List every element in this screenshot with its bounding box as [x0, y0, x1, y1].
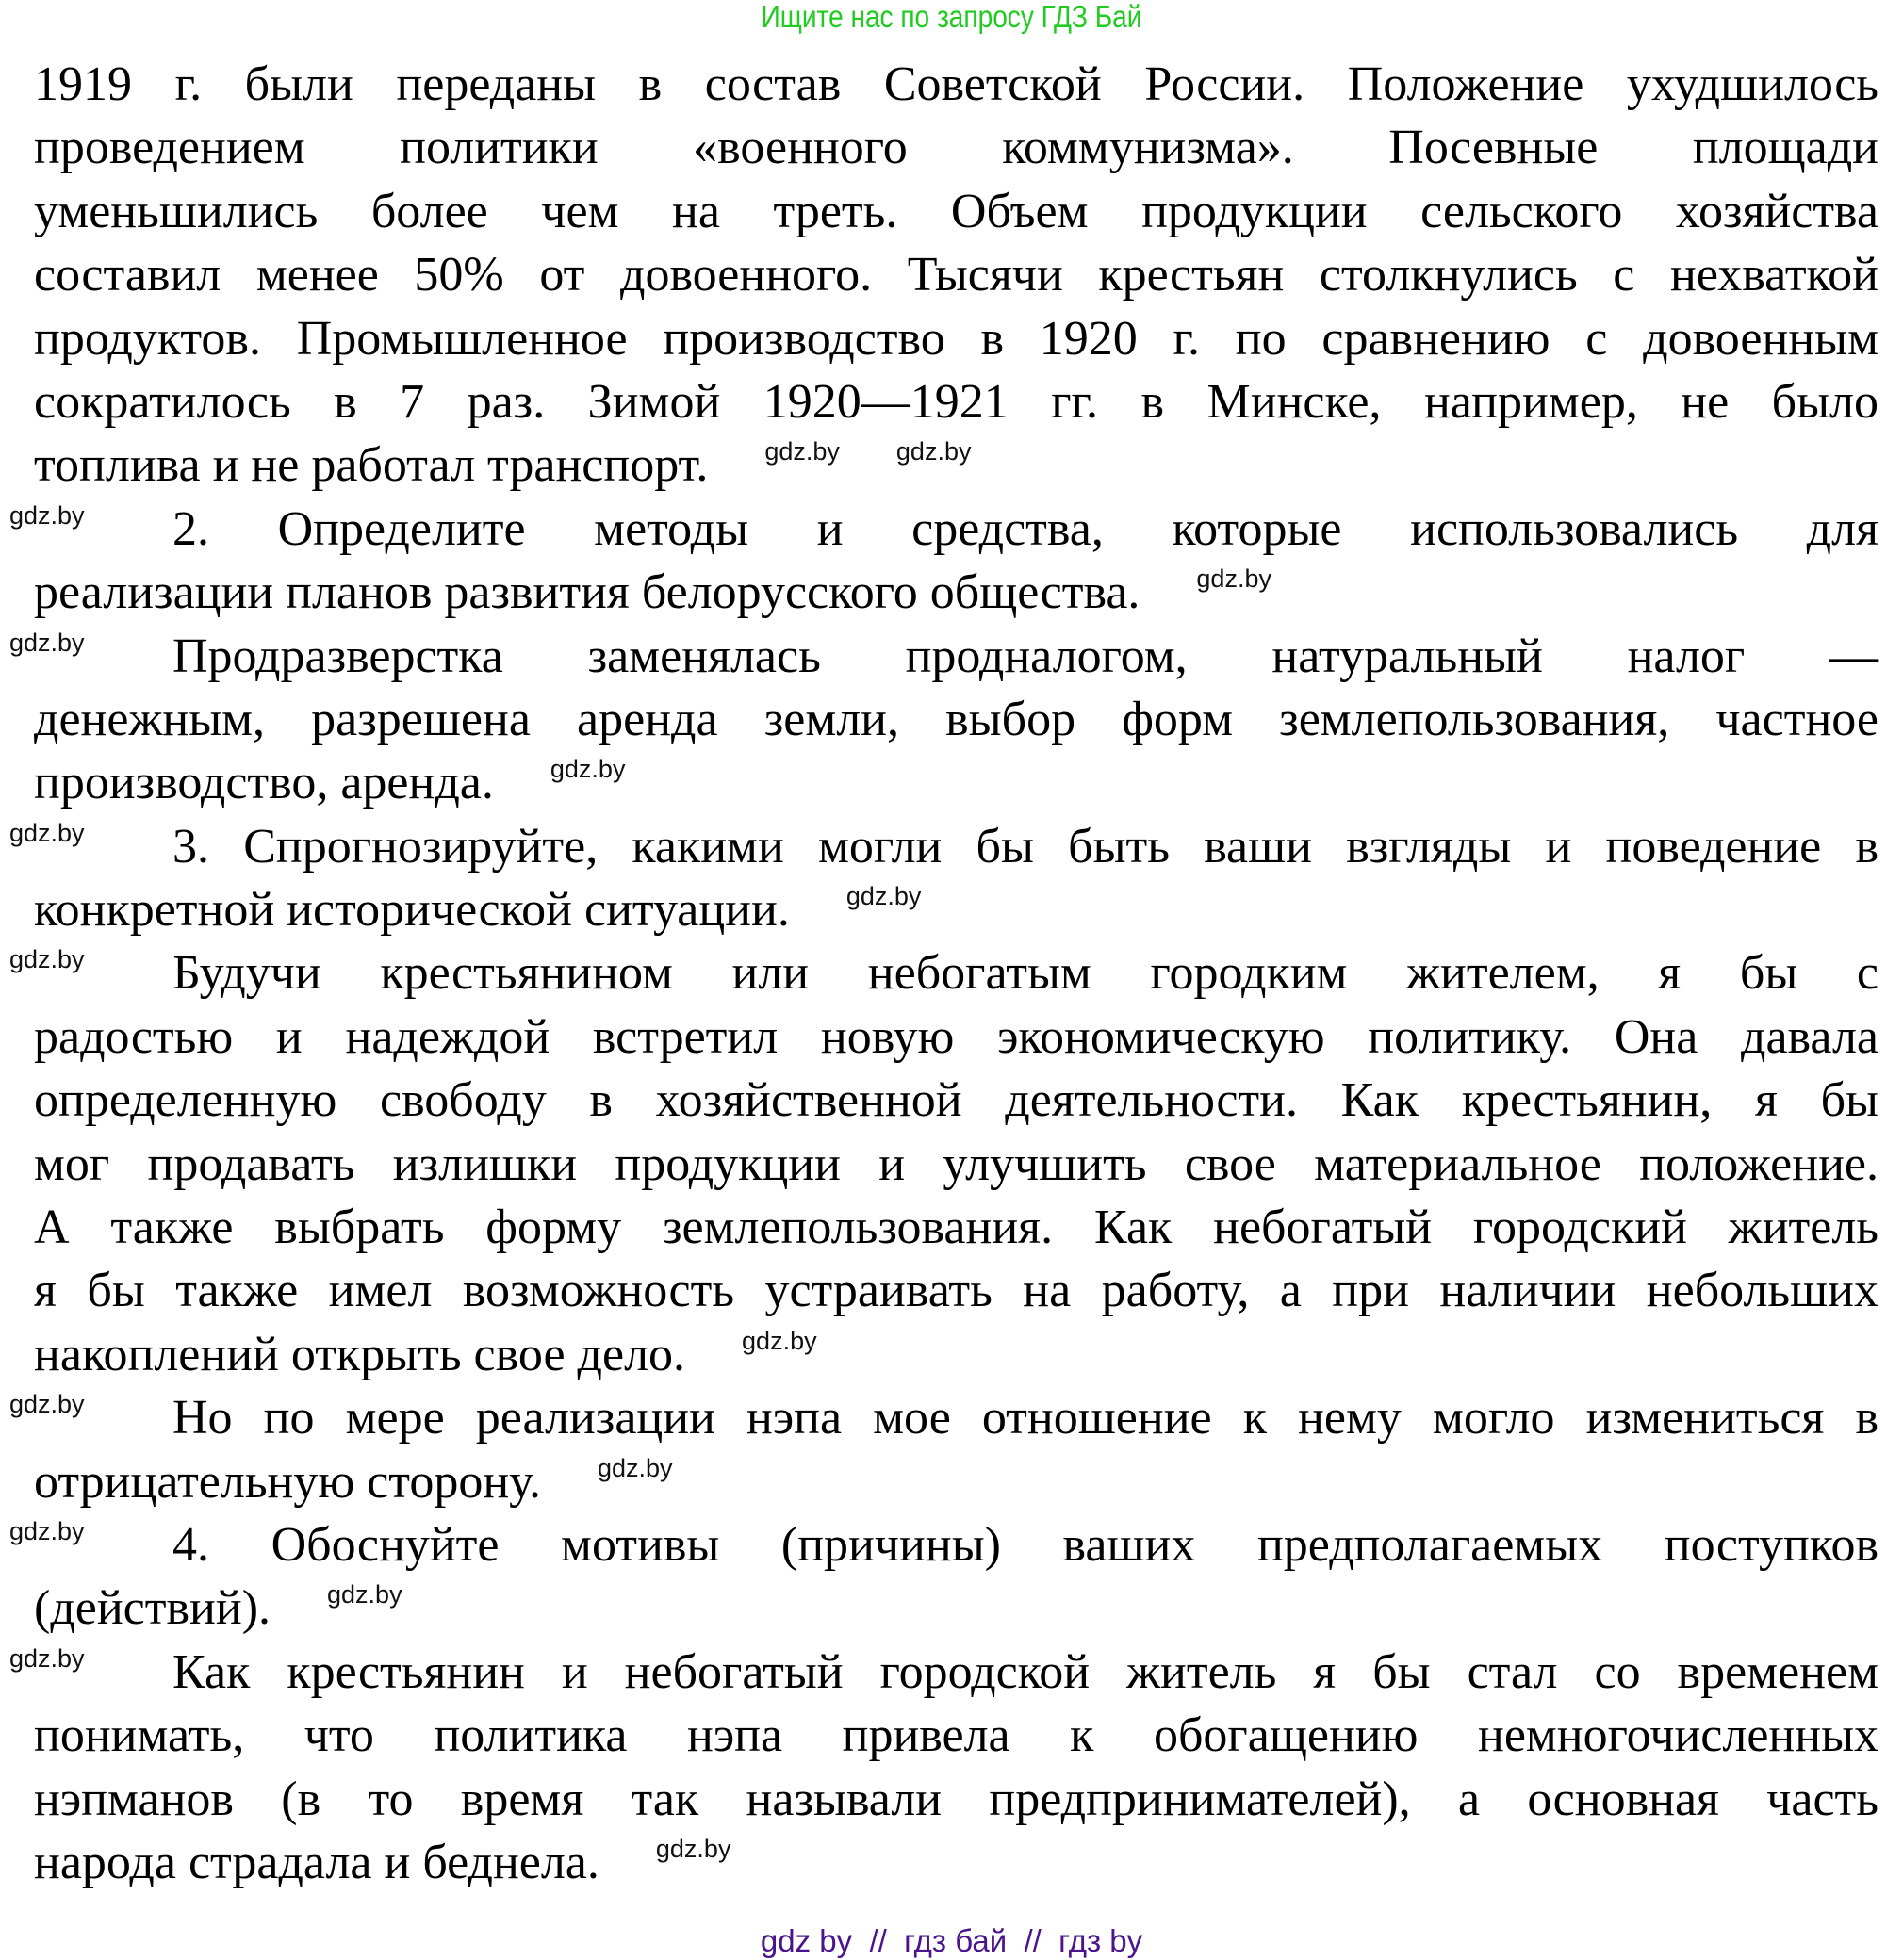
- watermark: gdz.by: [327, 1580, 402, 1609]
- text-line-content: 4. Обоснуйте мотивы (причины) ваших предполагаемых поступков: [172, 1517, 1878, 1572]
- text-line: [34, 561, 1878, 624]
- watermark: gdz.by: [895, 437, 972, 466]
- watermark: gdz.by: [9, 945, 85, 974]
- text-line: [9, 1513, 1878, 1576]
- watermark: gdz.by: [764, 437, 840, 466]
- text-line: [34, 1831, 1878, 1894]
- text-line: [9, 1386, 1878, 1449]
- text-line: [34, 1196, 1878, 1259]
- text-line: [34, 116, 1878, 179]
- text-line: [34, 53, 1878, 116]
- text-line: [34, 1450, 1878, 1513]
- text-line: [34, 307, 1878, 370]
- text-line: [34, 243, 1878, 306]
- watermark: gdz.by: [9, 1390, 85, 1419]
- text-line-content: Как крестьянин и небогатый городской житель я бы стал со временем: [172, 1644, 1878, 1699]
- text-line: [9, 815, 1878, 878]
- text-line-content: продуктов. Промышленное производство в 1920 г. по сравнению с довоенным: [34, 311, 1878, 366]
- text-line-content: я бы также имел возможность устраивать на работу, а при наличии небольших: [34, 1264, 1878, 1318]
- text-line-content: Будучи крестьянином или небогатым городким жителем, я бы с: [172, 946, 1878, 1001]
- text-line-content: определенную свободу в хозяйственной деятельности. Как крестьянин, я бы: [34, 1073, 1878, 1128]
- text-line-content: Продразверстка заменялась продналогом, натуральный налог —: [172, 629, 1878, 683]
- text-line-content: конкретной исторической ситуации.: [34, 883, 790, 938]
- text-line: [34, 180, 1878, 243]
- text-line-content: сократилось в 7 раз. Зимой 1920—1921 гг. в Минске, например, не было: [34, 374, 1878, 429]
- watermark: gdz.by: [550, 755, 626, 784]
- text-line-content: А также выбрать форму землепользования. Как небогатый городский житель: [34, 1200, 1878, 1255]
- watermark: gdz.by: [742, 1326, 817, 1355]
- text-line: [34, 1323, 1878, 1386]
- text-line: [34, 878, 1878, 941]
- text-line-content: мог продавать излишки продукции и улучшить свое материальное положение.: [34, 1136, 1878, 1191]
- text-line-content: реализации планов развития белорусского общества.: [34, 565, 1140, 620]
- text-line-content: накоплений открыть свое дело.: [34, 1327, 686, 1381]
- watermark: gdz.by: [9, 818, 85, 847]
- watermark: gdz.by: [845, 882, 922, 911]
- text-line: [34, 1259, 1878, 1322]
- text-line-content: уменьшились более чем на треть. Объем продукции сельского хозяйства: [34, 184, 1878, 238]
- watermark: gdz.by: [655, 1834, 731, 1863]
- text-line-content: Но по мере реализации нэпа мое отношение к нему могло измениться в: [172, 1391, 1878, 1446]
- text-line-content: денежным, разрешена аренда земли, выбор форм землепользования, частное: [34, 692, 1878, 746]
- text-line-content: 3. Спрогнозируйте, какими могли бы быть ваши взгляды и поведение в: [172, 819, 1878, 874]
- text-line: [9, 941, 1878, 1004]
- text-line: [34, 688, 1878, 751]
- watermark: gdz.by: [9, 1643, 85, 1673]
- watermark: gdz.by: [1196, 564, 1271, 594]
- text-line-content: понимать, что политика нэпа привела к обогащению немногочисленных: [34, 1708, 1878, 1763]
- text-line: [9, 625, 1878, 688]
- text-line: [9, 498, 1878, 561]
- text-line: [34, 1768, 1878, 1831]
- document-text: [9, 53, 1878, 1894]
- text-line: [34, 751, 1878, 814]
- text-line: [34, 1576, 1878, 1640]
- text-line-content: народа страдала и беднела.: [34, 1835, 599, 1889]
- text-line-content: (действий).: [34, 1581, 271, 1636]
- watermark: gdz.by: [597, 1453, 673, 1482]
- text-line: [9, 1641, 1878, 1704]
- text-line-content: радостью и надеждой встретил новую экономическую политику. Она давала: [34, 1009, 1878, 1064]
- text-line: [34, 433, 1878, 497]
- text-line: [34, 1704, 1878, 1767]
- watermark: gdz.by: [9, 1516, 85, 1545]
- watermark: gdz.by: [9, 628, 85, 657]
- text-line: [34, 1069, 1878, 1132]
- text-line: [34, 1005, 1878, 1069]
- text-line-content: производство, аренда.: [34, 756, 494, 810]
- text-line-content: проведением политики «военного коммунизма». Посевные площади: [34, 121, 1878, 175]
- text-line-content: топлива и не работал транспорт.: [34, 438, 709, 493]
- text-line-content: 1919 г. были переданы в состав Советской России. Положение ухудшилось: [34, 57, 1878, 111]
- text-line-content: составил менее 50% от довоенного. Тысячи крестьян столкнулись с нехваткой: [34, 248, 1878, 302]
- text-line: [34, 1133, 1878, 1196]
- text-line-content: отрицательную сторону.: [34, 1454, 541, 1509]
- watermark: gdz.by: [9, 500, 85, 530]
- text-line-content: 2. Определите методы и средства, которые использовались для: [172, 501, 1878, 556]
- search-hint-banner: Ищите нас по запросу ГДЗ Бай: [761, 0, 1142, 34]
- text-line-content: нэпманов (в то время так называли предпринимателей), а основная часть: [34, 1772, 1878, 1826]
- footer-links: gdz by // гдз бай // гдз by: [760, 1923, 1143, 1958]
- text-line: [34, 370, 1878, 433]
